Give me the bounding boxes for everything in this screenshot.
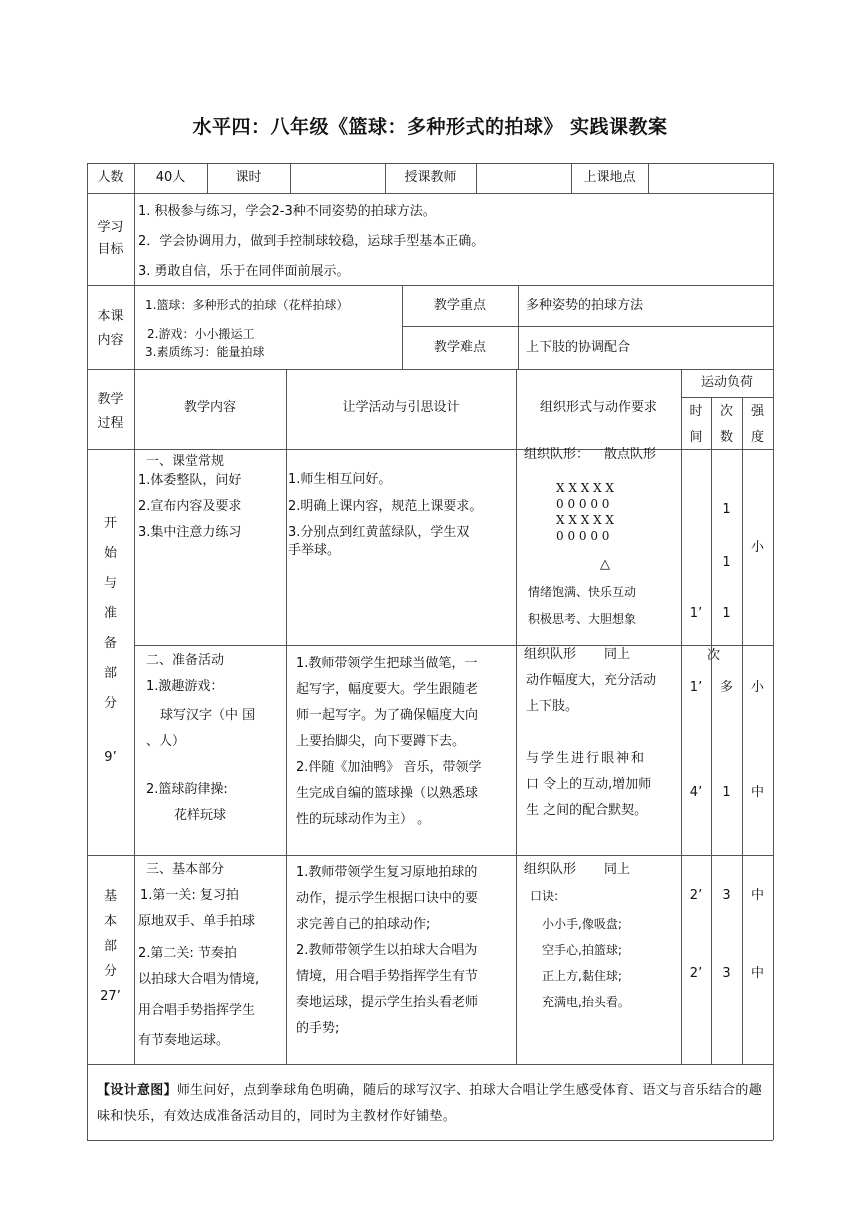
key-point-label: 教学重点 bbox=[433, 298, 486, 313]
content-label-1: 本课 bbox=[97, 309, 124, 324]
activity-line: 起写字，幅度要大。学生跟随老 bbox=[296, 682, 479, 697]
difficulty-label: 教学难点 bbox=[433, 340, 486, 355]
rhyme-label: 口诀: bbox=[530, 889, 559, 903]
load-intensity: 小 bbox=[750, 680, 764, 695]
section-heading: 一、课堂常规 bbox=[146, 454, 225, 469]
list-item: 1.体委整队，问好 bbox=[138, 473, 242, 488]
activity-line: 2.伴随《加油鸭》 音乐，带领学 bbox=[296, 760, 482, 775]
period-label: 课时 bbox=[235, 170, 262, 185]
list-item: 1.激趣游戏： bbox=[146, 679, 224, 694]
time-header-2: 间 bbox=[689, 430, 703, 445]
org-label: 组织队形： bbox=[524, 447, 590, 462]
list-item: 、人） bbox=[146, 734, 186, 749]
activity-line: 师一起写字。为了确保幅度大向 bbox=[296, 708, 479, 723]
load-intensity: 中 bbox=[750, 888, 764, 903]
org-note: 口 令上的互动,增加师 bbox=[526, 777, 652, 792]
org-label: 组织队形 bbox=[524, 647, 577, 662]
list-item: 有节奏地运球。 bbox=[138, 1033, 230, 1048]
org-note: 动作幅度大，充分活动 bbox=[526, 673, 657, 688]
load-count: 1 bbox=[722, 785, 731, 800]
load-count: 1 bbox=[722, 555, 731, 570]
count-header-2: 数 bbox=[719, 430, 733, 445]
rhyme-line: 小小手,像吸盘; bbox=[542, 917, 622, 931]
time-header-1: 时 bbox=[689, 404, 703, 419]
load-time: 2’ bbox=[689, 966, 703, 981]
list-item: 球写汉字（中 国 bbox=[160, 708, 256, 723]
people-label: 人数 bbox=[97, 170, 124, 185]
activity-header: 让学活动与引思设计 bbox=[342, 400, 460, 415]
count-header-1: 次 bbox=[719, 404, 733, 419]
activity-line: 奏地运球，提示学生抬头看老师 bbox=[296, 995, 479, 1010]
stage-time: 27’ bbox=[100, 989, 121, 1004]
stage-time: 9’ bbox=[104, 750, 117, 765]
section-heading: 二、准备活动 bbox=[146, 653, 225, 668]
activity-line: 1.教师带领学生复习原地拍球的 bbox=[296, 865, 478, 880]
organization-header: 组织形式与动作要求 bbox=[539, 400, 657, 415]
load-count: 多 bbox=[719, 680, 733, 695]
org-type: 同上 bbox=[604, 647, 631, 662]
list-item: 2.第二关: 节奏拍 bbox=[138, 946, 237, 961]
load-time: 2’ bbox=[689, 888, 703, 903]
activity-line: 3.分别点到红黄蓝绿队，学生双 bbox=[288, 525, 470, 540]
key-point-value: 多种姿势的拍球方法 bbox=[526, 298, 644, 313]
rhyme-line: 正上方,黏住球; bbox=[542, 969, 622, 983]
activity-line: 上要抬脚尖，向下要蹲下去。 bbox=[296, 734, 466, 749]
rhyme-line: 充满电,抬头看。 bbox=[542, 995, 630, 1009]
org-type: 散点队形 bbox=[604, 447, 657, 462]
activity-line: 性的玩球动作为主） 。 bbox=[296, 812, 431, 827]
org-note: 上下肢。 bbox=[526, 699, 579, 714]
list-item: 花样玩球 bbox=[174, 808, 227, 823]
load-intensity: 中 bbox=[750, 785, 764, 800]
activity-line: 生完成自编的篮球操（以熟悉球 bbox=[296, 786, 479, 801]
section-heading: 三、基本部分 bbox=[146, 862, 225, 877]
load-count: 1 bbox=[722, 502, 731, 517]
load-count: 3 bbox=[722, 966, 731, 981]
content-header: 教学内容 bbox=[183, 400, 236, 415]
list-item: 2.篮球韵律操: bbox=[146, 782, 228, 797]
content-label-2: 内容 bbox=[97, 333, 124, 348]
load-count: 3 bbox=[722, 888, 731, 903]
org-type: 同上 bbox=[604, 862, 631, 877]
load-intensity: 中 bbox=[750, 966, 764, 981]
people-value: 40人 bbox=[155, 170, 186, 185]
activity-line: 的手势; bbox=[296, 1021, 340, 1036]
content-item: 1.篮球：多种形式的拍球（花样拍球） bbox=[145, 298, 349, 312]
objective-item: 2．学会协调用力，做到手控制球较稳，运球手型基本正确。 bbox=[138, 234, 485, 249]
list-item: 3.集中注意力练习 bbox=[138, 525, 242, 540]
teacher-position-icon: △ bbox=[600, 557, 610, 572]
place-label: 上课地点 bbox=[583, 170, 636, 185]
intensity-header-1: 强 bbox=[750, 404, 764, 419]
content-item: 2.游戏：小小搬运工 bbox=[147, 327, 255, 341]
load-count: 次 bbox=[707, 648, 721, 663]
org-note: 生 之间的配合默契。 bbox=[526, 803, 648, 818]
page-title: 水平四：八年级《篮球：多种形式的拍球》 实践课教案 bbox=[192, 116, 668, 138]
load-time: 4’ bbox=[689, 785, 703, 800]
difficulty-value: 上下肢的协调配合 bbox=[526, 340, 631, 355]
design-intent-label: 【设计意图】 bbox=[97, 1083, 177, 1098]
list-item: 用合唱手势指挥学生 bbox=[138, 1003, 256, 1018]
objective-item: 1. 积极参与练习，学会2-3种不同姿势的拍球方法。 bbox=[138, 204, 436, 219]
rhyme-line: 空手心,拍篮球; bbox=[542, 943, 622, 957]
teacher-label: 授课教师 bbox=[404, 170, 457, 185]
design-intent bbox=[97, 1078, 772, 1130]
activity-line: 2.明确上课内容，规范上课要求。 bbox=[288, 499, 483, 514]
activity-line: 2.教师带领学生以拍球大合唱为 bbox=[296, 943, 478, 958]
activity-line: 情境，用合唱手势指挥学生有节 bbox=[296, 969, 479, 984]
content-item: 3.素质练习：能量拍球 bbox=[145, 345, 265, 359]
list-item: 1.第一关: 复习拍 bbox=[140, 888, 239, 903]
activity-line: 手举球。 bbox=[288, 543, 341, 558]
org-note: 积极思考、大胆想象 bbox=[528, 612, 637, 626]
process-header-2: 过程 bbox=[97, 416, 124, 431]
list-item: 2.宣布内容及要求 bbox=[138, 499, 242, 514]
activity-line: 动作，提示学生根据口诀中的要 bbox=[296, 891, 479, 906]
org-note: 与学生进行眼神和 bbox=[526, 751, 647, 766]
objective-item: 3. 勇敢自信，乐于在同伴面前展示。 bbox=[138, 264, 350, 279]
intensity-header-2: 度 bbox=[750, 430, 764, 445]
objectives-label-1: 学习 bbox=[97, 220, 124, 235]
design-intent-text: 师生问好，点到拳球角色明确，随后的球写汉字、拍球大合唱让学生感受体育、语文与音乐结合的趣味和快乐，有效达成准备活动目的，同时为主教材作好铺垫。 bbox=[97, 1083, 763, 1124]
activity-line: 1.师生相互问好。 bbox=[288, 472, 392, 487]
activity-line: 1.教师带领学生把球当做笔，一 bbox=[296, 656, 478, 671]
load-intensity: 小 bbox=[750, 540, 764, 555]
list-item: 原地双手、单手拍球 bbox=[138, 914, 256, 929]
objectives-label-2: 目标 bbox=[97, 242, 124, 257]
load-count: 1 bbox=[722, 606, 731, 621]
load-time: 1’ bbox=[689, 606, 703, 621]
org-note: 情绪饱满、快乐互动 bbox=[528, 585, 637, 599]
process-header-1: 教学 bbox=[97, 392, 124, 407]
list-item: 以拍球大合唱为情境, bbox=[138, 972, 260, 987]
org-label: 组织队形 bbox=[524, 862, 577, 877]
activity-line: 求完善自己的拍球动作; bbox=[296, 917, 431, 932]
load-time: 1’ bbox=[689, 680, 703, 695]
load-header: 运动负荷 bbox=[700, 375, 753, 390]
